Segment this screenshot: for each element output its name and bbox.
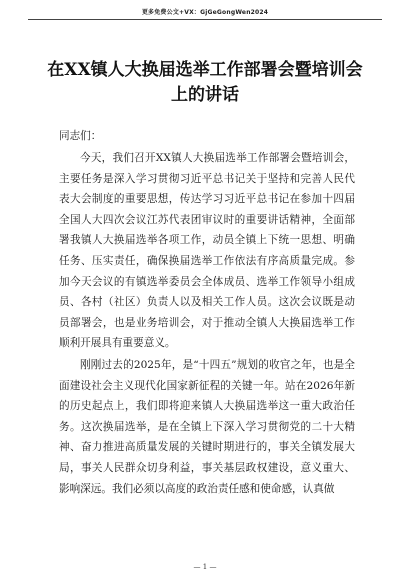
header-divider [28, 19, 382, 20]
salutation: 同志们： [59, 130, 102, 142]
document-title: 在XX镇人大换届选举工作部署会暨培训会上的讲话 [47, 60, 363, 105]
body-paragraph-2: 刚刚过去的2025年，是“十四五”规划的收官之年，也是全面建设社会主义现代化国家新征程的关键一年。站在2026年新的历史起点上，我们即将迎来镇人大换届选举这一重大政治任务。这次换届选举，是在全镇上下深入学习贯彻党的二十大精神、奋力推进高质量发展的关键时期进行的，事关全镇发展大局，事关人民群众切身利益，事关基层政权建设，意义重大、影响深远。我们必须以高度的政治责任感和使命感，认真做 [59, 359, 355, 495]
page-number: — 1 — [193, 563, 217, 571]
body-paragraph-1: 今天，我们召开XX镇人大换届选举工作部署会暨培训会，主要任务是深入学习贯彻习近平总书记关于坚持和完善人民代表大会制度的重要思想，传达学习习近平总书记在参加十四届全国人大四次会议江苏代表团审议时的重要讲话精神，全面部署我镇人大换届选举各项工作，动员全镇上下统一思想、明确任务、压实责任，确保换届选举工作依法有序高质量完成。参加今天会议的有镇选举委员会全体成员、选举工作领导小组成员、各村（社区）负责人以及相关工作人员。这次会议既是动员部署会，也是业务培训会，对于推动全镇人大换届选举工作顺利开展具有重要意义。 [59, 152, 355, 350]
page-header: 更多免费公文+VX：GjGeGongWen2024 [141, 9, 269, 16]
